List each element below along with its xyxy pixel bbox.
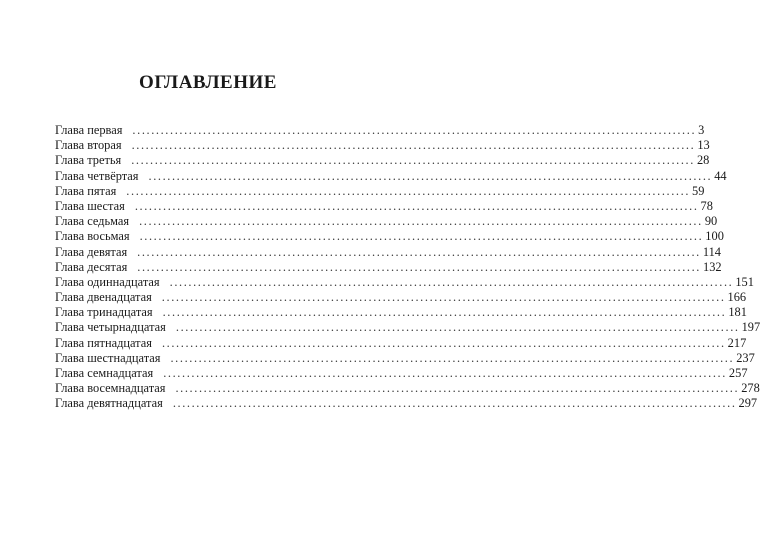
toc-entry[interactable] [55, 381, 760, 396]
dot-leader: ........................................................................................................................ [162, 305, 727, 320]
toc-entry[interactable] [55, 259, 722, 275]
dot-leader: ........................................................................................................................ [175, 320, 740, 335]
toc-entry[interactable] [55, 214, 718, 229]
dot-leader: ........................................................................................................................ [126, 183, 691, 198]
page-number: 257 [728, 366, 748, 380]
page-number: 181 [728, 305, 747, 320]
dot-leader: ........................................................................................................................ [175, 381, 740, 396]
dot-leader: ........................................................................................................................ [172, 396, 737, 411]
dot-leader: ........................................................................................................................ [169, 274, 734, 289]
table-of-contents [55, 123, 760, 412]
chapter-title: Глава двенадцатая [55, 290, 152, 305]
chapter-title: Глава шестая [55, 198, 125, 213]
page-number: 297 [738, 396, 758, 411]
dot-leader: ........................................................................................................................ [137, 244, 701, 259]
toc-entry[interactable] [55, 350, 755, 366]
chapter-title: Глава восемнадцатая [55, 381, 166, 396]
chapter-title: Глава шестнадцатая [55, 350, 161, 365]
toc-entry[interactable] [55, 123, 705, 138]
toc-entry[interactable] [55, 274, 754, 290]
toc-entry[interactable] [55, 168, 727, 184]
dot-leader: ........................................................................................................................ [131, 153, 695, 168]
dot-leader: ........................................................................................................................ [161, 290, 726, 305]
dot-leader: ........................................................................................................................ [139, 214, 703, 229]
page-number: 3 [698, 123, 705, 137]
dot-leader: ........................................................................................................................ [148, 168, 713, 183]
chapter-title: Глава третья [55, 153, 122, 168]
chapter-title: Глава одиннадцатая [55, 274, 160, 289]
page-number: 132 [703, 259, 722, 274]
toc-entry[interactable] [55, 229, 724, 244]
dot-leader: ........................................................................................................................ [139, 229, 704, 244]
dot-leader: ........................................................................................................................ [163, 366, 727, 380]
toc-entry[interactable] [55, 183, 705, 199]
page-number: 28 [696, 153, 710, 168]
chapter-title: Глава пятая [55, 183, 117, 198]
chapter-title: Глава тринадцатая [55, 305, 153, 320]
toc-entry[interactable] [55, 320, 760, 335]
toc-entry[interactable] [55, 153, 710, 168]
chapter-title: Глава десятая [55, 259, 128, 274]
chapter-title: Глава пятнадцатая [55, 335, 152, 350]
chapter-title: Глава первая [55, 123, 123, 137]
chapter-title: Глава семнадцатая [55, 366, 154, 380]
page-number: 114 [702, 244, 722, 259]
page-number: 78 [700, 198, 713, 213]
chapter-title: Глава четырнадцатая [55, 320, 166, 335]
page-number: 59 [692, 183, 705, 198]
page-number: 166 [727, 290, 747, 305]
toc-entry[interactable] [55, 335, 747, 351]
page-number: 100 [705, 229, 724, 244]
page-number: 13 [697, 138, 710, 153]
dot-leader: ........................................................................................................................ [131, 138, 696, 153]
page-number: 90 [704, 214, 718, 229]
toc-entry[interactable] [55, 244, 722, 260]
dot-leader: ........................................................................................................................ [134, 198, 699, 213]
dot-leader: ........................................................................................................................ [161, 335, 726, 350]
chapter-title: Глава девятая [55, 244, 128, 259]
toc-entry[interactable] [55, 198, 713, 214]
chapter-title: Глава четвёртая [55, 168, 139, 183]
page-number: 217 [727, 335, 747, 350]
toc-entry[interactable] [55, 366, 748, 381]
chapter-title: Глава восьмая [55, 229, 130, 244]
toc-entry[interactable] [55, 290, 747, 305]
chapter-title: Глава вторая [55, 138, 122, 153]
page-number: 278 [741, 381, 760, 396]
page-number: 237 [736, 350, 755, 365]
toc-entry[interactable] [55, 138, 710, 153]
page-number: 151 [735, 274, 754, 289]
page-number: 197 [741, 320, 760, 335]
dot-leader: ........................................................................................................................ [170, 350, 735, 365]
page-number: 44 [714, 168, 727, 183]
toc-entry[interactable] [55, 396, 758, 411]
chapter-title: Глава седьмая [55, 214, 130, 229]
page-title: ОГЛАВЛЕНИЕ [139, 72, 277, 93]
dot-leader: ........................................................................................................................ [137, 259, 701, 274]
chapter-title: Глава девятнадцатая [55, 396, 163, 411]
toc-entry[interactable] [55, 305, 747, 320]
dot-leader: ........................................................................................................................ [132, 123, 697, 137]
